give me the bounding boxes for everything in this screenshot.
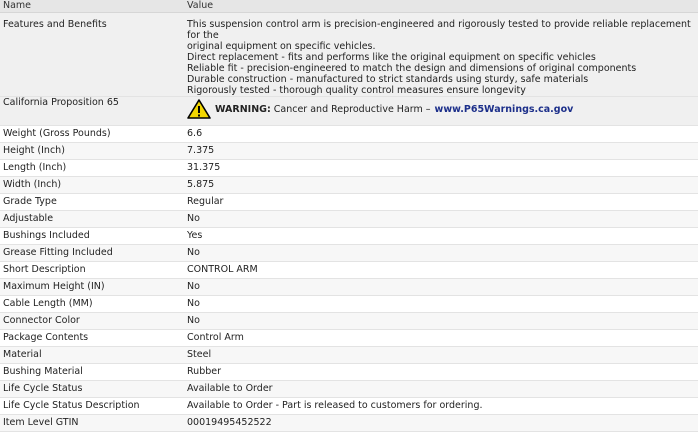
features-description (184, 13, 698, 97)
table-row (0, 262, 698, 279)
feature-line: Reliable fit - precision-engineered to match the design and dimensions of original components (187, 63, 637, 74)
row-value: CONTROL ARM (184, 262, 698, 279)
table-row-features (0, 13, 698, 97)
column-header-value: Value (184, 0, 698, 13)
row-name: Bushings Included (0, 228, 184, 245)
row-name: Grade Type (0, 194, 184, 211)
row-value: 6.6 (184, 126, 698, 143)
row-name: Package Contents (0, 330, 184, 347)
row-value: Steel (184, 347, 698, 364)
row-value: 31.375 (184, 160, 698, 177)
row-name: Bushing Material (0, 364, 184, 381)
row-name: Short Description (0, 262, 184, 279)
table-header-row (0, 0, 698, 13)
warning-triangle-icon (187, 99, 211, 119)
table-row (0, 160, 698, 177)
row-name: Maximum Height (IN) (0, 279, 184, 296)
row-value: 7.375 (184, 143, 698, 160)
warning-text: Cancer and Reproductive Harm – (273, 103, 431, 115)
column-header-name: Name (0, 0, 184, 13)
row-value: 00019495452522 (184, 415, 698, 432)
row-name: Weight (Gross Pounds) (0, 126, 184, 143)
row-value: Yes (184, 228, 698, 245)
row-name: Adjustable (0, 211, 184, 228)
row-value: No (184, 211, 698, 228)
row-value: Regular (184, 194, 698, 211)
feature-line: original equipment on specific vehicles. (187, 41, 376, 52)
table-row (0, 347, 698, 364)
feature-line: Rigorously tested - thorough quality control measures ensure longevity (187, 85, 526, 96)
table-row (0, 381, 698, 398)
feature-line: Durable construction - manufactured to strict standards using sturdy, safe materials (187, 74, 589, 85)
table-row (0, 330, 698, 347)
row-name: California Proposition 65 (0, 97, 184, 126)
table-row (0, 194, 698, 211)
row-value: Available to Order - Part is released to customers for ordering. (184, 398, 698, 415)
row-name: Features and Benefits (0, 13, 184, 97)
row-name: Width (Inch) (0, 177, 184, 194)
row-value: No (184, 279, 698, 296)
feature-line: This suspension control arm is precision-engineered and rigorously tested to provide reliable replacement for the (187, 19, 691, 41)
prop65-warning (184, 97, 698, 126)
row-value: Available to Order (184, 381, 698, 398)
table-row (0, 211, 698, 228)
row-name: Cable Length (MM) (0, 296, 184, 313)
row-name: Length (Inch) (0, 160, 184, 177)
table-row-prop65 (0, 97, 698, 126)
table-row (0, 364, 698, 381)
table-row (0, 143, 698, 160)
table-row (0, 415, 698, 432)
row-name: Connector Color (0, 313, 184, 330)
table-row (0, 296, 698, 313)
row-value: 5.875 (184, 177, 698, 194)
row-value: No (184, 245, 698, 262)
row-name: Item Level GTIN (0, 415, 184, 432)
table-row (0, 398, 698, 415)
table-row (0, 245, 698, 262)
row-value: No (184, 296, 698, 313)
feature-line: Direct replacement - fits and performs like the original equipment on specific vehicles (187, 52, 596, 63)
row-value: No (184, 313, 698, 330)
row-name: Material (0, 347, 184, 364)
p65-warnings-link[interactable]: www.P65Warnings.ca.gov (434, 103, 574, 115)
row-name: Life Cycle Status (0, 381, 184, 398)
row-name: Height (Inch) (0, 143, 184, 160)
table-row (0, 177, 698, 194)
row-value: Rubber (184, 364, 698, 381)
warning-label: WARNING: (215, 103, 271, 115)
table-row (0, 313, 698, 330)
table-row (0, 126, 698, 143)
row-name: Grease Fitting Included (0, 245, 184, 262)
table-row (0, 228, 698, 245)
row-value: Control Arm (184, 330, 698, 347)
table-row (0, 279, 698, 296)
row-name: Life Cycle Status Description (0, 398, 184, 415)
